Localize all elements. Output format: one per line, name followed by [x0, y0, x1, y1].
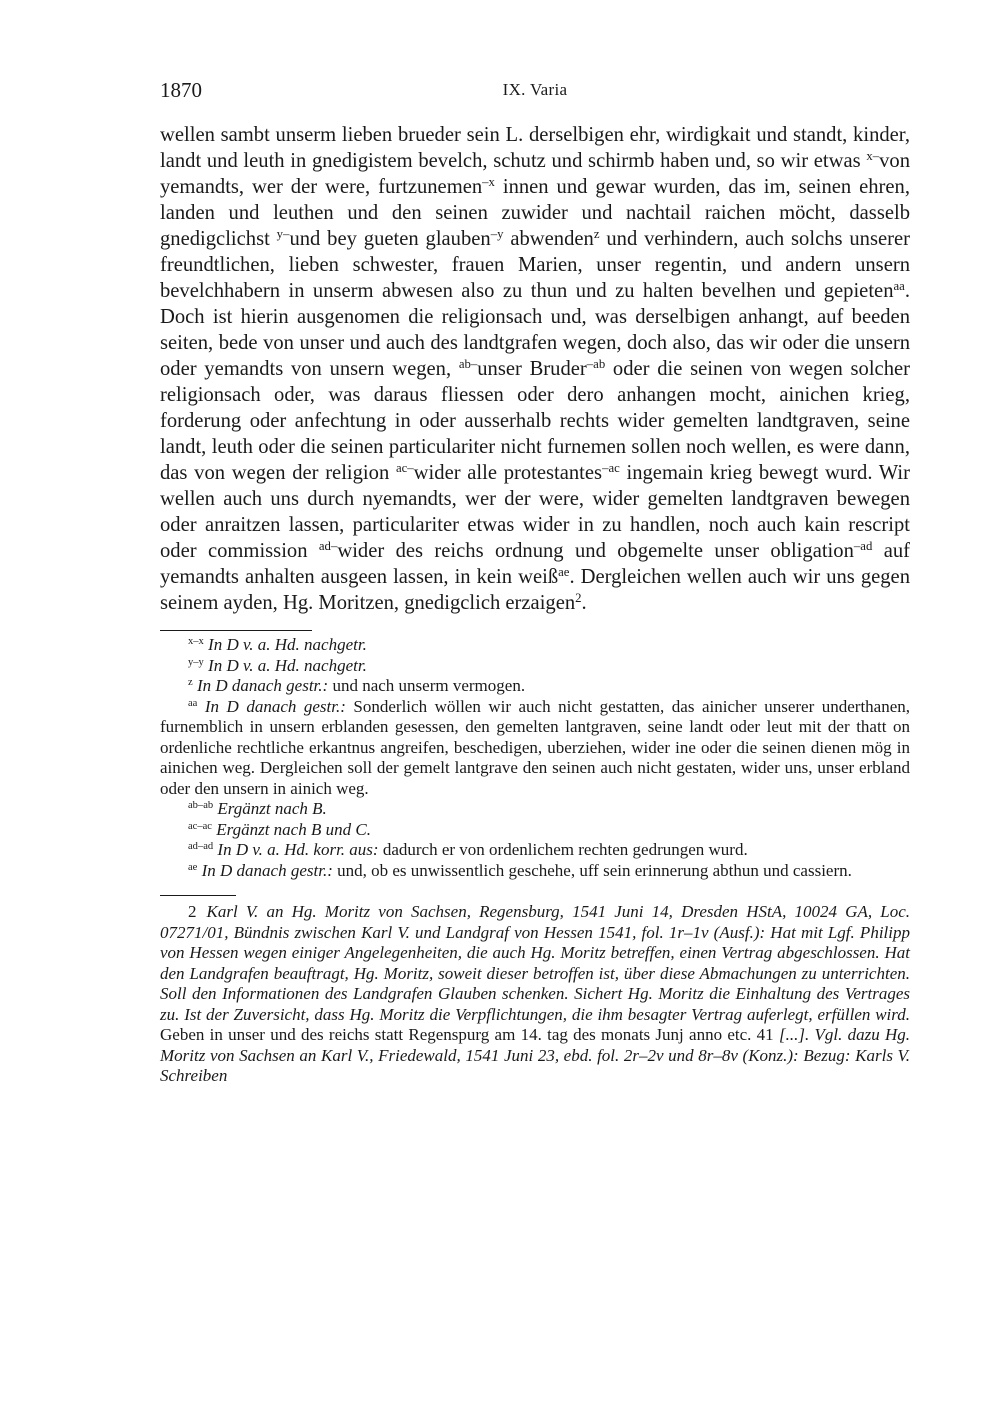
apparatus-note [160, 820, 910, 841]
apparatus-note [160, 697, 910, 800]
note-text: Sonderlich wöllen wir auch nicht gestatten, das ainicher unserer underthanen, furnemblich in unsern erblanden gesessen, den gemelten lantgraven, seine landt oder leut mit der thatt on ordenliche rechtliche erkantnus angreifen, beschedigen, uberziehen, wider ine oder die seinen dienen mög in ainichen weg. Dergleichen soll der gemelt lantgrave den seinen auch nicht gestaten, wider uns, unser erbland oder den unsern in ainich weg. [160, 696, 911, 798]
text-segment: . Dergleichen wellen auch wir uns gegen seinem ayden, Hg. Moritzen, gnedigclich erzaigen [160, 566, 910, 614]
note-text: dadurch er von ordenlichem rechten gedrungen wurd. [378, 840, 748, 859]
note-text: und nach unserm vermogen. [328, 676, 526, 695]
text-segment: wider des reichs ordnung und obgemelte unser obligation [337, 540, 854, 562]
text-segment: abwenden [503, 228, 594, 250]
note-mark: y–y [188, 656, 204, 668]
note-label: In D v. a. Hd. korr. aus: [217, 840, 379, 859]
apparatus-marker: –x [482, 174, 495, 189]
apparatus-note [160, 656, 910, 677]
apparatus-notes [160, 635, 910, 881]
text-segment: wellen sambt unserm lieben brueder sein L. derselbigen ehr, wirdigkait und standt, kinder, landt und leuth in gnedigistem bevelch, schutz und schirmb haben und, so wir etwas [160, 124, 910, 172]
note-label: In D danach gestr.: [204, 696, 346, 716]
note-text: und, ob es unwissentlich geschehe, uff sein erinnerung abthun und cassiern. [332, 860, 852, 880]
text-segment: oder die seinen von wegen solcher religionsach oder, was daraus fliessen oder dero anhangen mocht, ainichen krieg, forderung oder anfechtung in oder ausserhalb rechts wider gemelten landtgraven, seine landt, leuth oder die seinen particulariter nicht furnemen sollen noch wellen, es were dann, das von wegen der religion [160, 358, 910, 484]
apparatus-marker: –y [490, 226, 504, 241]
apparatus-marker: ad– [318, 538, 338, 553]
apparatus-marker: –ad [853, 538, 873, 553]
text-segment: innen und gewar wurden, das im, seinen ehren, landen und leuthen und den seinen zuwider und nachtail raichen möcht, dasselb gnedigclichst [160, 176, 910, 250]
note-mark: ac–ac [188, 820, 212, 832]
apparatus-note [160, 799, 910, 820]
text-segment: und verhindern, auch solchs unserer freundtlichen, lieben schwester, frauen Marien, unser regentin, und andern unsern bevelchhabern in unserm abwesen also zu thun und zu halten bevelhen und gepieten [160, 228, 910, 302]
footnote-italic: Karl V. an Hg. Moritz von Sachsen, Regensburg, 1541 Juni 14, Dresden HStA, 10024 GA, Loc. 07271/01, Bündnis zwischen Karl V. und Landgraf von Hessen 1541, fol. 1r–1v (Ausf.): Hat mit Lgf. Philipp von Hessen wegen einiger Angelegenheiten, die auch Hg. Moritz betreffen, einen Vertrag abgeschlossen. Hat den Landgrafen beauftragt, Hg. Moritz, soweit dieser betroffen ist, über diese Abmachungen zu unterrichten. Soll den Informationen des Landgrafen Glauben schenken. Sichert Hg. Moritz die Einhaltung des Vertrages zu. Ist der Zuversicht, dass Hg. Moritz die Verpflichtungen, die ihm besagter Vertrag auferlegt, erfüllen wird. [160, 902, 910, 1024]
page [160, 78, 910, 1104]
note-mark: aa [188, 697, 198, 709]
footnote-marker: 2 [575, 590, 582, 605]
text-segment: unser Bruder [477, 358, 587, 380]
apparatus-note [160, 840, 910, 861]
text-segment: wider alle protestantes [413, 462, 603, 484]
note-label: In D v. a. Hd. nachgetr. [208, 635, 367, 654]
apparatus-divider [160, 630, 312, 631]
footnote [160, 902, 910, 1087]
apparatus-marker: ab– [458, 356, 478, 371]
text-segment: auf yemandts anhalten ausgeen lassen, in kein weiß [160, 540, 910, 588]
note-label: In D danach gestr.: [201, 860, 333, 880]
note-mark: ae [188, 861, 198, 873]
main-text [160, 122, 910, 616]
apparatus-note [160, 635, 910, 656]
main-paragraph [160, 122, 910, 616]
note-label: In D v. a. Hd. nachgetr. [208, 655, 367, 675]
text-segment: ingemain krieg bewegt wurd. Wir wellen auch uns durch nyemandts, wer der were, wider gemelten landtgraven bewegen oder anraitzen lassen, particulariter etwas wider in zu handlen, noch auch kain rescript oder commission [160, 462, 910, 562]
text-segment: von yemandts, wer der were, furtzunemen [160, 150, 910, 198]
footnote-quote: Geben in unser und des reichs statt Regenspurg am 14. tag des monats Junj anno etc. 41 [160, 1025, 779, 1044]
apparatus-marker: aa [893, 278, 905, 293]
note-mark: ad–ad [188, 841, 214, 853]
apparatus-marker: z [593, 226, 600, 241]
page-number: 1870 [160, 78, 202, 102]
note-mark: z [188, 677, 193, 689]
apparatus-marker: –ab [586, 356, 606, 371]
apparatus-note [160, 861, 910, 882]
footnote-divider [160, 895, 236, 896]
note-label: Ergänzt nach B. [217, 799, 327, 818]
note-label: In D danach gestr.: [196, 676, 329, 695]
text-segment: . Doch ist hierin ausgenomen die religionsach und, was derselbigen anhangt, auf beeden seiten, bede von unser und auch des landtgrafen wegen, doch also, das wir oder die unsern oder yemandts von unsern wegen, [160, 280, 910, 380]
apparatus-marker: x– [866, 148, 880, 163]
running-head [160, 78, 910, 108]
apparatus-marker: ae [558, 564, 570, 579]
footnote-italic: [...]. Vgl. dazu Hg. Moritz von Sachsen an Karl V., Friedewald, 1541 Juni 23, ebd. fol. 2r–2v und 8r–8v (Konz.): Bezug: Karls V. Schreiben [160, 1025, 911, 1085]
footnote-number: 2 [188, 902, 197, 921]
apparatus-note [160, 676, 910, 697]
apparatus-marker: y– [276, 226, 290, 241]
apparatus-marker: ac– [395, 460, 414, 475]
text-segment: und bey gueten glauben [289, 228, 491, 250]
running-title: IX. Varia [502, 80, 568, 99]
note-mark: x–x [188, 636, 204, 648]
note-mark: ab–ab [188, 800, 214, 812]
apparatus-marker: –ac [602, 460, 620, 475]
text-segment: . [581, 592, 587, 614]
note-label: Ergänzt nach B und C. [216, 819, 371, 839]
